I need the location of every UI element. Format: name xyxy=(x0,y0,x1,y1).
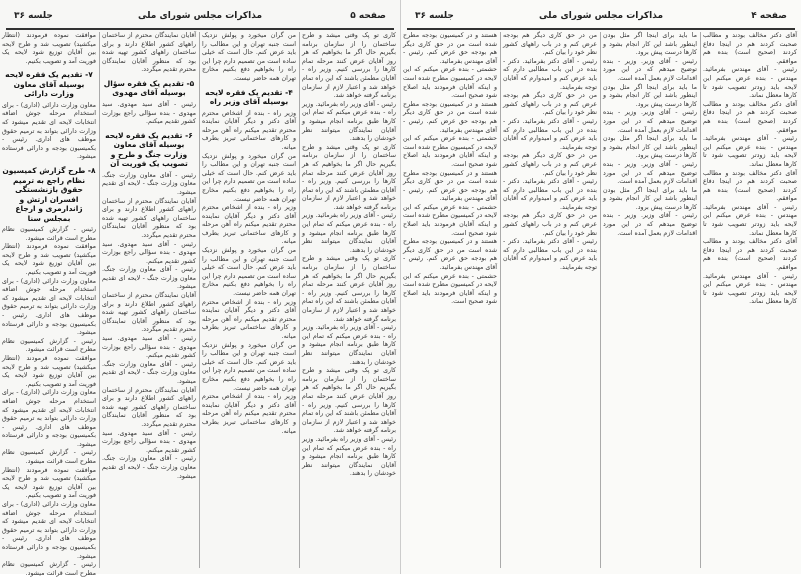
paragraph: رئیس - آقای معاون وزارت جنگ. معاون وزارت جنگ - لایحه ای تقدیم میشود. xyxy=(102,455,196,480)
paragraph: هستند و در کمیسیون بودجه مطرح شده است من در حق کاری دیگر هم بودجه حق عرض کنم. رئیس - آقای مهندس بفرمائید. xyxy=(403,169,497,203)
paragraph: رئیس - آقای مهندس بفرمائید. مهندس - بنده عرض میکنم این لایحه باید زودتر تصویب شود تا کارها معطل نماند. xyxy=(703,203,797,237)
paragraph: رئیس - آقای دکتر بفرمائید. دکتر - بنده در این باب مطالبی دارم که باید عرض کنم و امیدوارم که آقایان توجه بفرمایند. xyxy=(503,238,597,272)
paragraph: حشمتی - بنده عرض میکنم که این لایحه در کمیسیون مطرح شده است و اینکه آقایان فرمودند باید اصلاح شود صحیح است. xyxy=(403,135,497,168)
text-column xyxy=(603,32,697,570)
paragraph: رئیس - آقای وزیر. وزیر - بنده توضیح میدهم که در این مورد اقدامات لازم بعمل آمده است. xyxy=(603,160,697,186)
section-heading: ۸- طرح گزارش کمیسیون نظام راجع به ترمیم حقوق بازنشستگی افسران ارتش و ژاندارمری و ارجاع بمجلس سنا xyxy=(2,166,96,223)
column-divider xyxy=(700,32,701,568)
section-heading: ۴- تقدیم یک فقره لایحه بوسیله آقای وزیر راه xyxy=(205,87,293,107)
paragraph: من در حق کاری دیگر هم بودجه عرض کنم و در باب راههای کشور نظر خود را بیان کنم. xyxy=(503,92,597,117)
paragraph: معاون وزارت دارائی (اداری) - برای استخدام مرحله جوش اضافه انتخابات لایحه ای تقدیم میشود که وزارت دارائی بتواند به ترمیم حقوق موظف های اداری. رئیس - بکمیسیون بودجه و دارائی فرستاده میشود. xyxy=(2,501,96,560)
section-heading: ۶- تقدیم یک فقره لایحه بوسیله آقای معاون وزارت جنگ و طرح و تصویب یک فوریت آن xyxy=(105,130,193,169)
session-number: جلسه ۳۶ xyxy=(415,11,454,21)
section-heading: ۷- تقدیم یک فقره لایحه بوسیله آقای معاون وزارت دارائی xyxy=(5,70,93,99)
paragraph: کاری تو پک وقتی میشد و طرح ساختمان را از سازمان برنامه بگیریم حال اگر ما بخواهیم که هر روز آقایان عرض کنند مرحله تمام کارها را بررسی کنیم. وزیر راه - آقایان مطمئن باشند که این راه تمام خواهد شد و اعتبار لازم از سازمان برنامه گرفته خواهد شد. xyxy=(302,255,396,323)
paragraph: کاری تو پک وقتی میشد و طرح ساختمان را از سازمان برنامه بگیریم حال اگر ما بخواهیم که هر روز آقایان عرض کنند مرحله تمام کارها را بررسی کنیم. وزیر راه - آقایان مطمئن باشند که این راه تمام خواهد شد و اعتبار لازم از سازمان برنامه گرفته خواهد شد. xyxy=(302,367,396,435)
paragraph: من گران میخورد و پولش نزدیک است جنبه تهران و این مطالب را باید عرض کنم. حال است که خیلی ساده است من تصمیم دارم چرا این راه را بخواهیم دفع بکنیم مخارج تهران همه حاضر نیست. xyxy=(202,247,296,298)
page-title: مذاکرات مجلس شورای ملی xyxy=(538,11,664,21)
paragraph: آقای دکتر مخالف بودند و مطالب صحبت کردند هم در اینجا دفاع کردند (صحیح است) بنده هم موافقم. xyxy=(703,238,797,272)
paragraph: وزیر راه - بنده از اشخاص محترم آقای دکتر و دیگر آقایان نماینده محترم تقدیم میکنم راه آهن مرحله و کارهای ساختمانی تبریز بطرف میانه. xyxy=(202,393,296,435)
paragraph: موافقت نموده فرمودند (انتظار میکشید) تصویب شد و طرح لایحه بین آقایان توزیع شود لایحه یک فوریت آمد و تصویب بکنیم. xyxy=(2,243,96,276)
paragraph: حشمتی - بنده عرض میکنم که این لایحه در کمیسیون مطرح شده است و اینکه آقایان فرمودند باید اصلاح شود صحیح است. xyxy=(403,66,497,100)
column-divider xyxy=(99,32,100,568)
paragraph: رئیس - آقای دکتر بفرمائید. دکتر - بنده در این باب مطالبی دارم که باید عرض کنم و امیدوارم که آقایان توجه بفرمایند. xyxy=(503,57,597,91)
text-column xyxy=(102,32,196,570)
paragraph: رئیس - آقای معاون وزارت جنگ. معاون وزارت جنگ - لایحه ای تقدیم میشود. xyxy=(102,171,196,196)
session-number: جلسه ۳۶ xyxy=(14,11,53,21)
paragraph: معاون وزارت دارائی (اداری) - برای استخدام مرحله جوش اضافه انتخابات لایحه ای تقدیم میشود که وزارت دارائی بتواند به ترمیم حقوق موظف های اداری. رئیس - بکمیسیون بودجه و دارائی فرستاده میشود. xyxy=(2,101,96,161)
paragraph: رئیس - آقای وزیر راه بفرمائید. وزیر راه - بنده عرض میکنم که تمام این کارها طبق برنامه انجام میشود و آقایان نمایندگان میتوانند نظر خودشان را بدهند. xyxy=(302,212,396,254)
paragraph: آقایان نمایندگان محترم از ساختمان راههای کشور اطلاع دارند و برای ساختمان راههای کشور تهیه شده بود که منظور آقایان نمایندگان محترم تقدیم میگردد. xyxy=(102,292,196,334)
paragraph: رئیس - آقای وزیر راه بفرمائید. وزیر راه - بنده عرض میکنم که تمام این کارها طبق برنامه انجام میشود و آقایان نمایندگان میتوانند نظر خودشان را بدهند. xyxy=(302,100,396,143)
paragraph: من در حق کاری دیگر هم بودجه عرض کنم و در باب راههای کشور نظر خود را بیان کنم. xyxy=(503,152,597,177)
paragraph: رئیس - آقای سید مهدوی. سید مهدوی - بنده سؤالی راجع بوزارت کشور تقدیم میکنم. xyxy=(102,100,196,126)
text-column xyxy=(503,32,597,570)
paragraph: رئیس - آقای معاون وزارت جنگ. معاون وزارت جنگ - لایحه ای تقدیم میشود. xyxy=(102,360,196,385)
paragraph: رئیس - گزارش کمیسیون نظام مطرح است قرائت میشود. xyxy=(2,337,96,354)
paragraph: رئیس - آقای وزیر. وزیر - بنده توضیح میدهم که در این مورد اقدامات لازم بعمل آمده است. xyxy=(603,57,697,82)
paragraph: رئیس - آقای سید مهدوی. سید مهدوی - بنده سؤالی راجع بوزارت کشور تقدیم میکنم. xyxy=(102,335,196,360)
section-heading: ۵- تقدیم یک فقره سؤال بوسیله آقای مهدوی xyxy=(103,78,195,98)
paragraph: من در حق کاری دیگر هم بودجه عرض کنم و در باب راههای کشور نظر خود را بیان کنم. xyxy=(503,32,597,57)
paragraph: رئیس - آقای دکتر بفرمائید. دکتر - بنده در این باب مطالبی دارم که باید عرض کنم و امیدوارم که آقایان توجه بفرمایند. xyxy=(503,178,597,211)
paragraph: رئیس - آقای مهندس بفرمائید. مهندس - بنده عرض میکنم این لایحه باید زودتر تصویب شود تا کارها معطل نماند. xyxy=(703,272,797,306)
column-divider xyxy=(199,32,200,568)
paragraph: من گران میخورد و پولش نزدیک است جنبه تهران و این مطالب را باید عرض کنم. حال است که خیلی ساده است من تصمیم دارم چرا این راه را بخواهیم دفع بکنیم مخارج تهران همه حاضر نیست. xyxy=(202,152,296,203)
text-column xyxy=(2,32,96,577)
text-column xyxy=(202,32,296,570)
header-rule xyxy=(407,28,795,30)
right-page xyxy=(400,0,801,574)
text-column xyxy=(703,32,797,570)
paragraph: وزیر راه - بنده از اشخاص محترم آقای دکتر و دیگر آقایان نماینده محترم تقدیم میکنم راه آهن مرحله و کارهای ساختمانی تبریز بطرف میانه. xyxy=(202,204,296,246)
paragraph: آقای دکتر مخالف بودند و مطالب صحبت کردند هم در اینجا دفاع کردند (صحیح است) بنده هم موافقم. xyxy=(703,32,797,65)
paragraph: ما باید برای اینجا اگر مثل بودن اینطور باشد این کار انجام بشود و کارها درست پیش برود. xyxy=(603,83,697,108)
paragraph: رئیس - آقای سید مهدوی. سید مهدوی - بنده سؤالی راجع بوزارت کشور تقدیم میکنم. xyxy=(102,240,196,265)
paragraph: وزیر راه - بنده از اشخاص محترم آقای دکتر و دیگر آقایان نماینده محترم تقدیم میکنم راه آهن مرحله و کارهای ساختمانی تبریز بطرف میانه. xyxy=(202,109,296,151)
paragraph: معاون وزارت دارائی (اداری) - برای استخدام مرحله جوش اضافه انتخابات لایحه ای تقدیم میشود که وزارت دارائی بتواند به ترمیم حقوق موظف های اداری. رئیس - بکمیسیون بودجه و دارائی فرستاده میشود. xyxy=(2,389,96,448)
column-divider xyxy=(600,32,601,568)
paragraph: من گران میخورد و پولش نزدیک است جنبه تهران و این مطالب را باید عرض کنم. حال است که خیلی ساده است من تصمیم دارم چرا این راه را بخواهیم دفع بکنیم مخارج تهران همه حاضر نیست. xyxy=(202,32,296,82)
paragraph: رئیس - آقای وزیر راه بفرمائید. وزیر راه - بنده عرض میکنم که تمام این کارها طبق برنامه انجام میشود و آقایان نمایندگان میتوانند نظر خودشان را بدهند. xyxy=(302,324,396,366)
paragraph: هستند و در کمیسیون بودجه مطرح شده است من در حق کاری دیگر هم بودجه حق عرض کنم. رئیس - آقای مهندس بفرمائید. xyxy=(403,32,497,65)
paragraph: آقای دکتر مخالف بودند و مطالب صحبت کردند هم در اینجا دفاع کردند (صحیح است) بنده هم موافقم. xyxy=(703,100,797,134)
paragraph: حشمتی - بنده عرض میکنم که این لایحه در کمیسیون مطرح شده است و اینکه آقایان فرمودند باید اصلاح شود صحیح است. xyxy=(403,203,497,237)
paragraph: من گران میخورد و پولش نزدیک است جنبه تهران و این مطالب را باید عرض کنم. حال است که خیلی ساده است من تصمیم دارم چرا این راه را بخواهیم دفع بکنیم مخارج تهران همه حاضر نیست. xyxy=(202,341,296,392)
header-rule xyxy=(6,28,394,30)
paragraph: رئیس - آقای سید مهدوی. سید مهدوی - بنده سؤالی راجع بوزارت کشور تقدیم میکنم. xyxy=(102,429,196,454)
paragraph: رئیس - آقای معاون وزارت جنگ. معاون وزارت جنگ - لایحه ای تقدیم میشود. xyxy=(102,266,196,291)
paragraph: هستند و در کمیسیون بودجه مطرح شده است من در حق کاری دیگر هم بودجه حق عرض کنم. رئیس - آقای مهندس بفرمائید. xyxy=(403,238,497,272)
paragraph: هستند و در کمیسیون بودجه مطرح شده است من در حق کاری دیگر هم بودجه حق عرض کنم. رئیس - آقای مهندس بفرمائید. xyxy=(403,100,497,134)
paragraph: حشمتی - بنده عرض میکنم که این لایحه در کمیسیون مطرح شده است و اینکه آقایان فرمودند باید اصلاح شود صحیح است. xyxy=(403,272,497,306)
paragraph: رئیس - گزارش کمیسیون نظام مطرح است قرائت میشود. xyxy=(2,226,96,242)
column-divider xyxy=(299,32,300,568)
paragraph: رئیس - آقای وزیر. وزیر - بنده توضیح میدهم که در این مورد اقدامات لازم بعمل آمده است. xyxy=(603,212,697,237)
page-number: صفحه ۴ xyxy=(751,11,787,21)
paragraph: آقایان نمایندگان محترم از ساختمان راههای کشور اطلاع دارند و برای ساختمان راههای کشور تهیه شده بود که منظور آقایان نمایندگان محترم تقدیم میگردد. xyxy=(102,32,196,74)
left-page xyxy=(0,0,400,577)
text-column xyxy=(302,32,396,570)
paragraph: وزیر راه - بنده از اشخاص محترم آقای دکتر و دیگر آقایان نماینده محترم تقدیم میکنم راه آهن مرحله و کارهای ساختمانی تبریز بطرف میانه. xyxy=(202,298,296,340)
paragraph: آقایان نمایندگان محترم از ساختمان راههای کشور اطلاع دارند و برای ساختمان راههای کشور تهیه شده بود که منظور آقایان نمایندگان محترم تقدیم میگردد. xyxy=(102,386,196,428)
column-divider xyxy=(500,32,501,568)
page-header xyxy=(409,8,793,26)
paragraph: آقای دکتر مخالف بودند و مطالب صحبت کردند هم در اینجا دفاع کردند (صحیح است) بنده هم موافقم. xyxy=(703,169,797,203)
paragraph: معاون وزارت دارائی (اداری) - برای استخدام مرحله جوش اضافه انتخابات لایحه ای تقدیم میشود که وزارت دارائی بتواند به ترمیم حقوق موظف های اداری. رئیس - بکمیسیون بودجه و دارائی فرستاده میشود. xyxy=(2,277,96,337)
paragraph: کاری تو پک وقتی میشد و طرح ساختمان را از سازمان برنامه بگیریم حال اگر ما بخواهیم که هر روز آقایان عرض کنند مرحله تمام کارها را بررسی کنیم. وزیر راه - آقایان مطمئن باشند که این راه تمام خواهد شد و اعتبار لازم از سازمان برنامه گرفته خواهد شد. xyxy=(302,143,396,211)
paragraph: ما باید برای اینجا اگر مثل بودن اینطور باشد این کار انجام بشود و کارها درست پیش برود. xyxy=(603,135,697,160)
paragraph: رئیس - آقای مهندس بفرمائید. مهندس - بنده عرض میکنم این لایحه باید زودتر تصویب شود تا کارها معطل نماند. xyxy=(703,66,797,100)
paragraph: رئیس - آقای دکتر بفرمائید. دکتر - بنده در این باب مطالبی دارم که باید عرض کنم و امیدوارم که آقایان توجه بفرمایند. xyxy=(503,117,597,151)
paragraph: رئیس - آقای وزیر راه بفرمائید. وزیر راه - بنده عرض میکنم که تمام این کارها طبق برنامه انجام میشود و آقایان نمایندگان میتوانند نظر خودشان را بدهند. xyxy=(302,435,396,478)
text-column xyxy=(403,32,497,570)
paragraph: موافقت نموده فرمودند (انتظار میکشید) تصویب شد و طرح لایحه بین آقایان توزیع شود لایحه یک فوریت آمد و تصویب بکنیم. xyxy=(2,32,96,65)
paragraph: رئیس - گزارش کمیسیون نظام مطرح است قرائت میشود. xyxy=(2,561,96,577)
paragraph: ما باید برای اینجا اگر مثل بودن اینطور باشد این کار انجام بشود و کارها درست پیش برود. xyxy=(603,32,697,57)
paragraph: آقایان نمایندگان محترم از ساختمان راههای کشور اطلاع دارند و برای ساختمان راههای کشور تهیه شده بود که منظور آقایان نمایندگان محترم تقدیم میگردد. xyxy=(102,197,196,239)
paragraph: ما باید برای اینجا اگر مثل بودن اینطور باشد این کار انجام بشود و کارها درست پیش برود. xyxy=(603,186,697,211)
page-number: صفحه ۵ xyxy=(350,11,386,21)
paragraph: من در حق کاری دیگر هم بودجه عرض کنم و در باب راههای کشور نظر خود را بیان کنم. xyxy=(503,212,597,237)
paragraph: رئیس - آقای مهندس بفرمائید. مهندس - بنده عرض میکنم این لایحه باید زودتر تصویب شود تا کارها معطل نماند. xyxy=(703,135,797,168)
page-title: مذاکرات مجلس شورای ملی xyxy=(137,11,263,21)
paragraph: کاری تو پک وقتی میشد و طرح ساختمان را از سازمان برنامه بگیریم حال اگر ما بخواهیم که هر روز آقایان عرض کنند مرحله تمام کارها را بررسی کنیم. وزیر راه - آقایان مطمئن باشند که این راه تمام خواهد شد و اعتبار لازم از سازمان برنامه گرفته خواهد شد. xyxy=(302,32,396,100)
paragraph: رئیس - آقای وزیر. وزیر - بنده توضیح میدهم که در این مورد اقدامات لازم بعمل آمده است. xyxy=(603,109,697,134)
paragraph: موافقت نموده فرمودند (انتظار میکشید) تصویب شد و طرح لایحه بین آقایان توزیع شود لایحه یک فوریت آمد و تصویب بکنیم. xyxy=(2,354,96,388)
page-header xyxy=(8,8,392,26)
paragraph: رئیس - گزارش کمیسیون نظام مطرح است قرائت میشود. xyxy=(2,449,96,466)
paragraph: موافقت نموده فرمودند (انتظار میکشید) تصویب شد و طرح لایحه بین آقایان توزیع شود لایحه یک فوریت آمد و تصویب بکنیم. xyxy=(2,466,96,500)
